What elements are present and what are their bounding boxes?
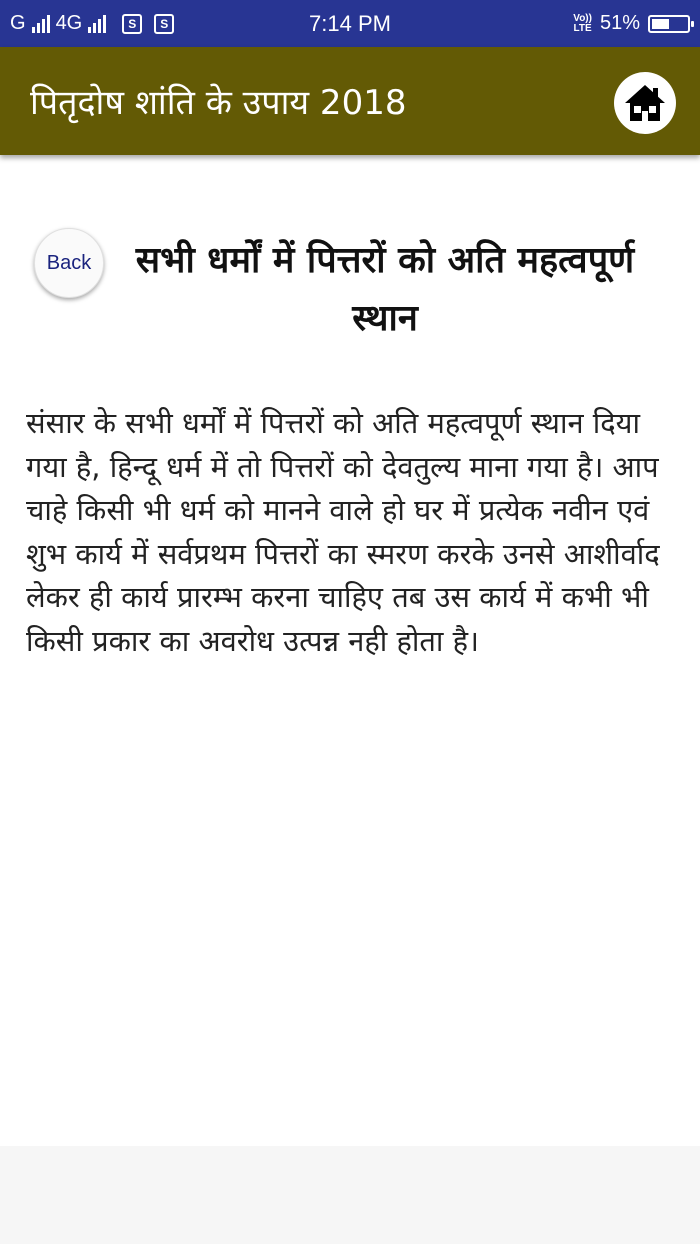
s-notification-icon-2: S <box>154 14 174 34</box>
volte-bottom: LTE <box>573 22 592 34</box>
status-bar <box>0 0 700 47</box>
battery-icon <box>648 15 690 33</box>
article-body: संसार के सभी धर्मों में पित्तरों को अति महत्वपूर्ण स्थान दिया गया है, हिन्दू धर्म में तो पित्तरों को देवतुल्य माना गया है। आप चाहे किसी भी धर्म को मानने वाले हो घर में प्रत्येक नवीन एवं शुभ कार्य में सर्वप्रथम पित्तरों का स्मरण करके उनसे आशीर्वाद लेकर ही कार्य प्रारम्भ करना चाहिए तब उस कार्य में कभी भी किसी प्रकार का अवरोध उत्पन्न नही होता है। <box>26 406 660 658</box>
back-button[interactable]: Back <box>34 228 104 298</box>
page-heading: सभी धर्मों में पित्तरों को अति महत्वपूर्ण स्थान <box>135 240 635 339</box>
app-bar <box>0 47 700 155</box>
app-title: पितृदोष शांति के उपाय 2018 <box>30 83 407 123</box>
battery-percent: 51% <box>599 12 640 34</box>
volte-icon <box>573 14 592 34</box>
network-type-label: 4G <box>55 12 83 34</box>
s-notification-icon: S <box>122 14 142 34</box>
volte-top: Vo)) <box>573 12 592 24</box>
carrier-label: G <box>10 12 26 34</box>
home-button[interactable] <box>614 72 676 134</box>
home-icon <box>622 80 668 126</box>
status-time: 7:14 PM <box>309 10 391 36</box>
battery-level-fill <box>652 19 669 29</box>
bottom-area <box>0 1146 700 1244</box>
status-right-group <box>573 0 690 47</box>
